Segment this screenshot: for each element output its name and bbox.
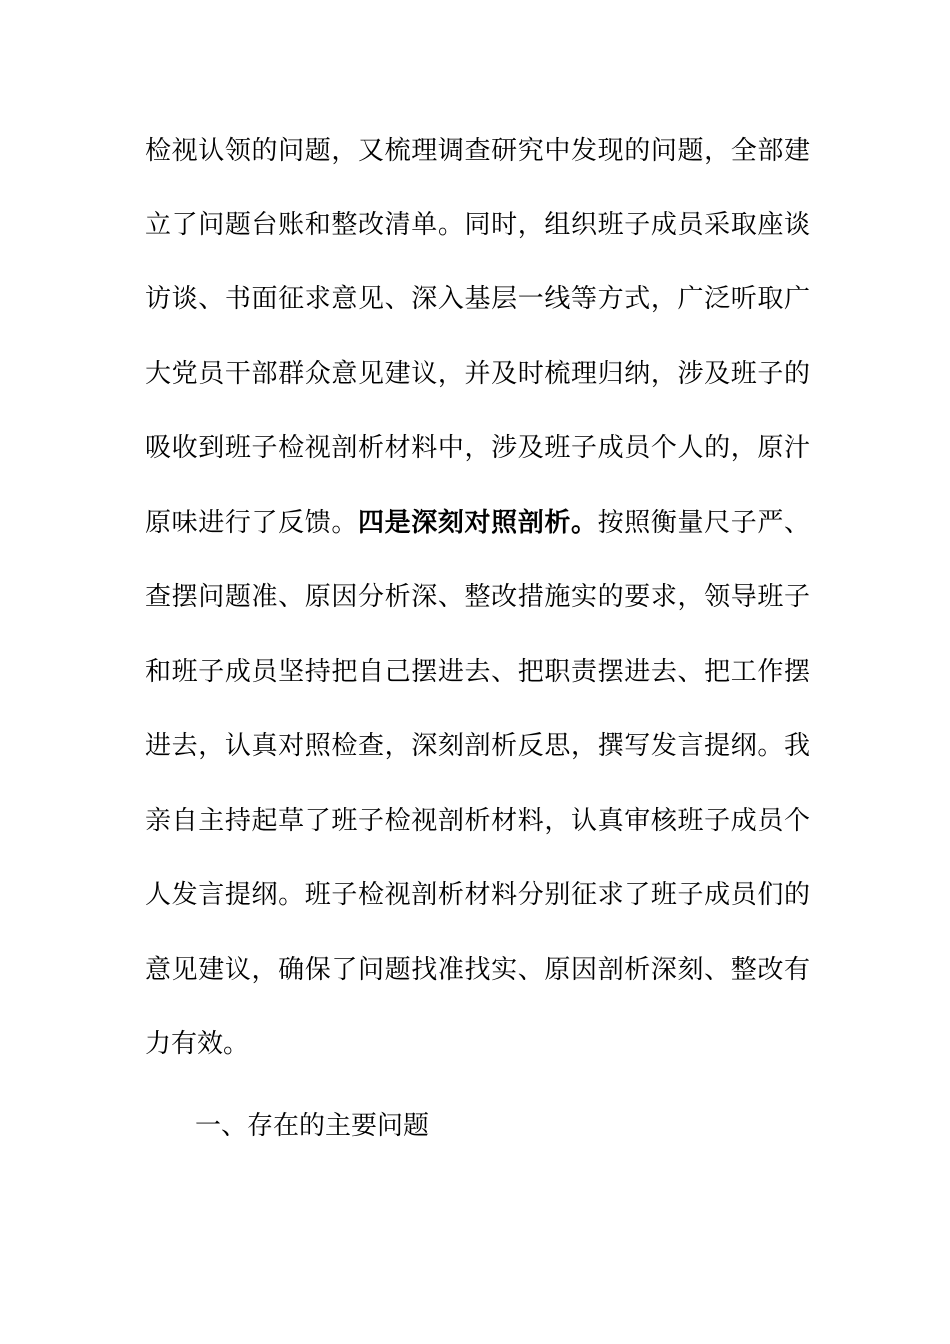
text-line-10: 亲自主持起草了班子检视剖析材料，认真审核班子成员个 [145, 806, 810, 836]
text-line-13: 力有效。 [145, 1029, 250, 1059]
section-heading: 一、存在的主要问题 [195, 1111, 430, 1141]
text-line-6 [145, 503, 810, 543]
text-line-11: 人发言提纲。班子检视剖析材料分别征求了班子成员们的 [145, 880, 810, 910]
text-line-5: 吸收到班子检视剖析材料中，涉及班子成员个人的，原汁 [145, 433, 810, 463]
text-line-4: 大党员干部群众意见建议，并及时梳理归纳，涉及班子的 [145, 359, 810, 389]
text-line-8: 和班子成员坚持把自己摆进去、把职责摆进去、把工作摆 [145, 657, 810, 687]
text-line-12: 意见建议，确保了问题找准找实、原因剖析深刻、整改有 [145, 955, 810, 985]
line-6-lead-text: 原味进行了反馈。 [145, 508, 358, 538]
text-line-7: 查摆问题准、原因分析深、整改措施实的要求，领导班子 [145, 582, 810, 612]
text-line-3: 访谈、书面征求意见、深入基层一线等方式，广泛听取广 [145, 284, 810, 314]
text-line-1: 检视认领的问题，又梳理调查研究中发现的问题，全部建 [145, 136, 810, 166]
point-four-bold-heading: 四是深刻对照剖析。 [358, 508, 598, 538]
text-line-9: 进去，认真对照检查，深刻剖析反思，撰写发言提纲。我 [145, 731, 810, 761]
line-6-trail-text: 按照衡量尺子严、 [597, 508, 810, 538]
text-line-2: 立了问题台账和整改清单。同时，组织班子成员采取座谈 [145, 210, 810, 240]
